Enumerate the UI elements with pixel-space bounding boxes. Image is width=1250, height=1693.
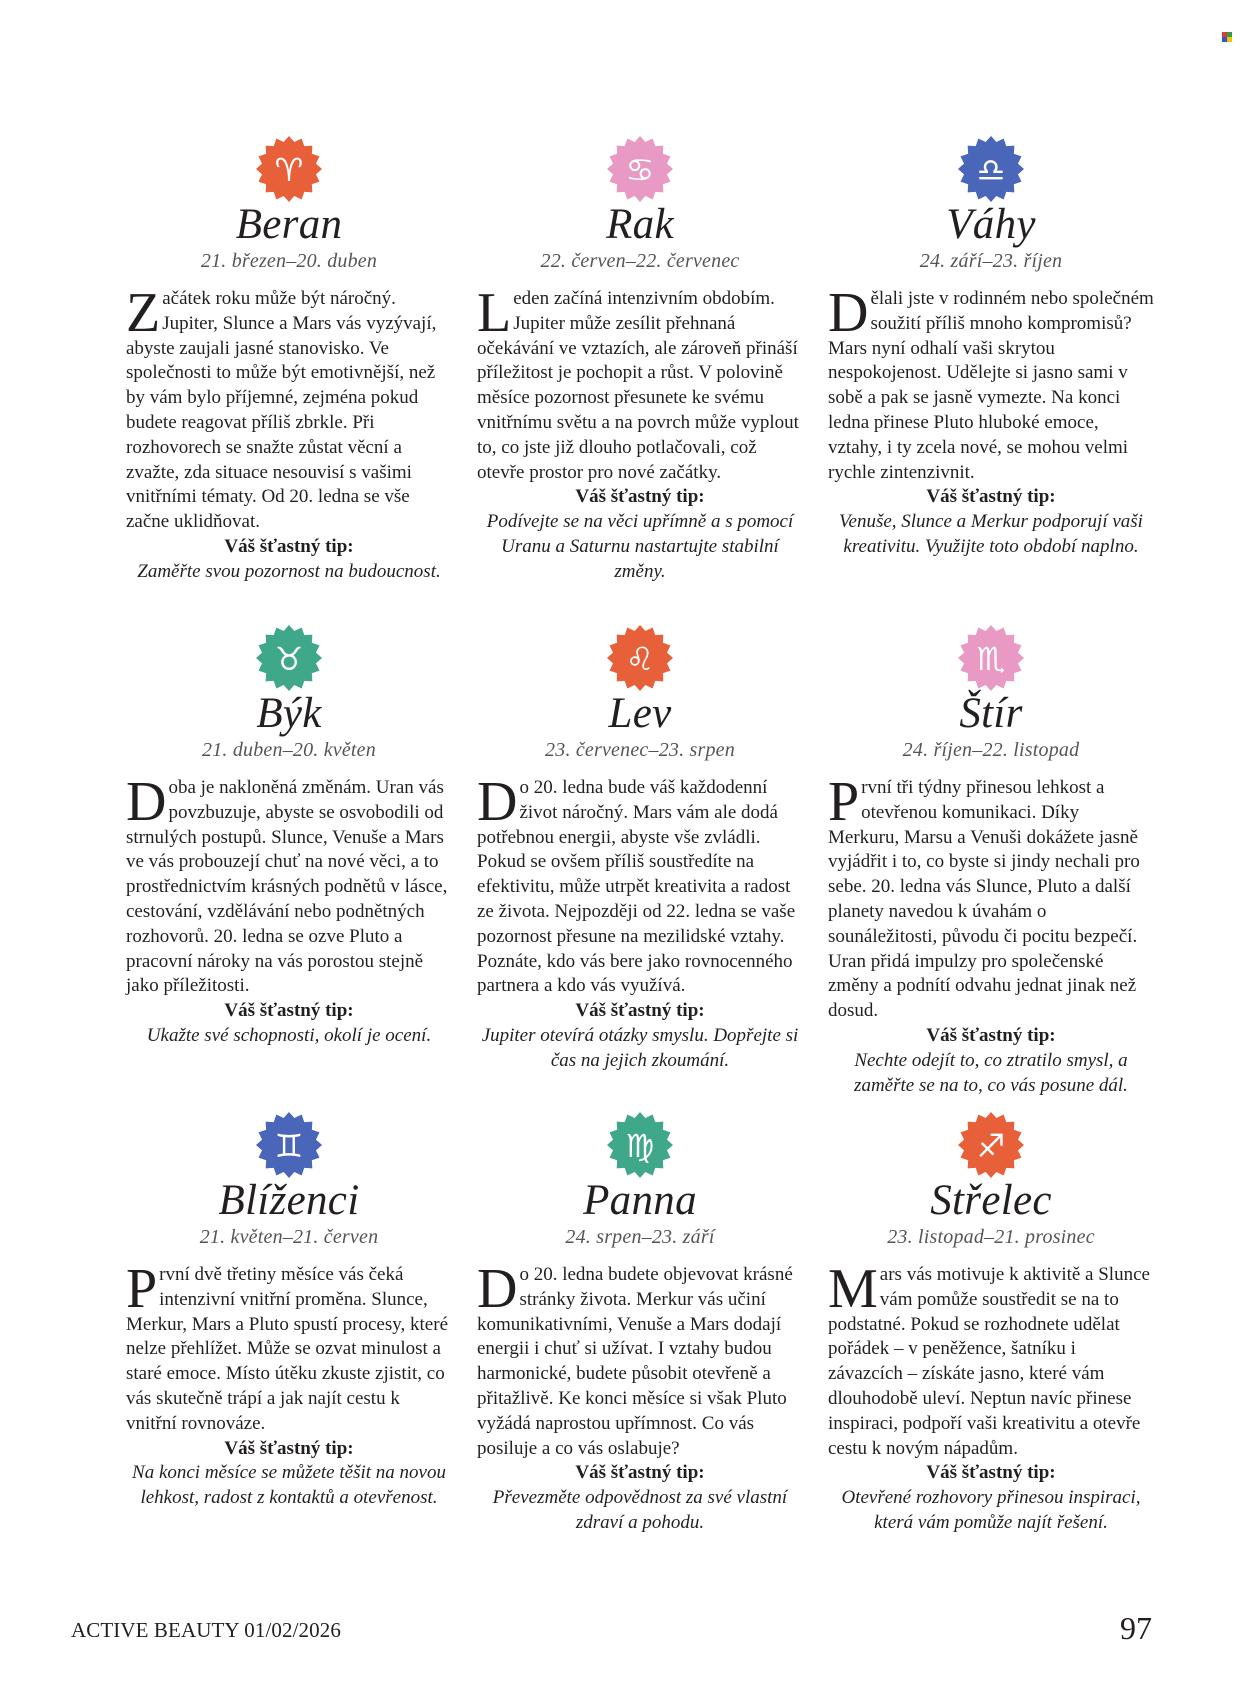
sign-name: Blíženci (218, 1177, 360, 1224)
lucky-tip-label: Váš šťastný tip: (224, 1000, 354, 1022)
drop-cap: D (477, 1258, 518, 1320)
sign-name: Rak (606, 201, 674, 248)
sign-dates: 21. duben–20. květen (202, 739, 376, 761)
lucky-tip: Otevřené rozhovory přinesou inspiraci, která vám pomůže najít řešení. (841, 1487, 1141, 1533)
drop-cap: Z (126, 282, 161, 344)
sagittarius-icon: ♐ (976, 1127, 1006, 1165)
page-number: 97 (1120, 1610, 1152, 1646)
sign-dates: 21. květen–21. červen (199, 1226, 379, 1248)
sign-block-7 (475, 1112, 805, 1536)
sign-dates: 23. červenec–23. srpen (545, 739, 735, 761)
taurus-icon: ♉ (274, 640, 304, 678)
zodiac-badge (256, 1112, 322, 1178)
lucky-tip: Podívejte se na věci upřímně a s pomocí Uranu a Saturnu nastartujte stabilní změny. (486, 511, 794, 582)
corner-color-mark (1222, 32, 1232, 42)
horoscope-text (826, 771, 1156, 1024)
sign-dates: 23. listopad–21. prosinec (887, 1226, 1095, 1248)
drop-cap: D (126, 771, 167, 833)
lucky-tip-label: Váš šťastný tip: (224, 535, 354, 557)
sign-dates: 22. červen–22. červenec (540, 250, 740, 272)
zodiac-badge (256, 625, 322, 691)
horoscope-text (124, 282, 454, 535)
lucky-tip-label: Váš šťastný tip: (575, 1462, 705, 1484)
lucky-tip: Ukažte své schopnosti, okolí je ocení. (146, 1024, 432, 1046)
aries-icon: ♈ (274, 151, 304, 189)
lucky-tip-label: Váš šťastný tip: (224, 1437, 354, 1459)
lucky-tip-label: Váš šťastný tip: (926, 1462, 1056, 1484)
horoscope-text (124, 1258, 454, 1437)
horoscope-body: o 20. ledna bude váš každodenní život náročný. Mars vám ale dodá potřebnou energii, abyste vše zvládli. Pokud se ovšem příliš soustředíte na efektivitu, může utrpět kreativita a radost ze života. Nejpozději od 22. ledna se vaše pozornost přesune na mezilidské vztahy. Poznáte, kdo vás bere jako rovnocenného partnera a kdo vás využívá. (477, 777, 796, 997)
lucky-tip: Jupiter otevírá otázky smyslu. Dopřejte si čas na jejich zkoumání. (481, 1024, 799, 1071)
lucky-tip: Na konci měsíce se můžete těšit na novou lehkost, radost z kontaktů a otevřenost. (132, 1462, 446, 1509)
lucky-tip: Převezměte odpovědnost za své vlastní zdraví a pohodu. (492, 1487, 788, 1533)
sign-dates: 24. říjen–22. listopad (902, 739, 1080, 761)
scorpio-icon: ♏ (976, 640, 1006, 678)
sign-name: Býk (256, 690, 322, 737)
sign-name: Beran (235, 201, 343, 248)
sign-block-0 (124, 136, 454, 585)
zodiac-badge (607, 1112, 673, 1178)
horoscope-text (475, 1258, 805, 1461)
sign-block-6 (124, 1112, 454, 1511)
sign-block-2 (826, 136, 1156, 560)
lucky-tip-label: Váš šťastný tip: (926, 486, 1056, 508)
zodiac-badge (958, 136, 1024, 202)
zodiac-badge (607, 136, 673, 202)
drop-cap: P (828, 771, 860, 833)
gemini-icon: ♊ (274, 1127, 304, 1165)
horoscope-body: o 20. ledna budete objevovat krásné stránky života. Merkur vás učiní komunikativními, Venuše a Mars dodají energii i chuť si užívat. I vztahy budou harmonické, budete působit otevřeně a přitažlivě. Ke konci měsíce si však Pluto vyžádá naprostou upřímnost. Co vás posiluje a co vás oslabuje? (477, 1264, 793, 1459)
sign-dates: 21. březen–20. duben (200, 250, 378, 272)
zodiac-badge (958, 1112, 1024, 1178)
drop-cap: L (477, 282, 512, 344)
horoscope-text (475, 771, 805, 999)
drop-cap: D (828, 282, 869, 344)
sign-name: Štír (959, 690, 1023, 737)
sign-block-1 (475, 136, 805, 585)
virgo-icon: ♍ (625, 1127, 655, 1165)
horoscope-body: eden začíná intenzivním obdobím. Jupiter může zesílit přehnaná očekávání ve vztazích, ale zároveň přináší příležitost je pochopit a růst. V polovině měsíce pozornost přesunete ke svému vnitřnímu světu a na povrch může vyplout to, co jste již dlouho potlačovali, což otevře prostor pro nové začátky. (477, 288, 799, 483)
horoscope-text (826, 282, 1156, 485)
sign-block-8 (826, 1112, 1156, 1536)
lucky-tip: Venuše, Slunce a Merkur podporují vaši kreativitu. Využijte toto období naplno. (839, 511, 1143, 557)
zodiac-badge (256, 136, 322, 202)
zodiac-badge (607, 625, 673, 691)
zodiac-badge (958, 625, 1024, 691)
sign-name: Lev (608, 690, 672, 737)
magazine-issue: ACTIVE BEAUTY 01/02/2026 (71, 1618, 341, 1642)
horoscope-body: ělali jste v rodinném nebo společném soužití příliš mnoho kompromisů? Mars nyní odhalí vaši skrytou nespokojenost. Udělejte si jasno sami v sobě a pak se jasně vymezte. Na konci ledna přinese Pluto hluboké emoce, vztahy, i ty zcela nové, se mohou velmi rychle zintenzivnit. (828, 288, 1154, 483)
cancer-icon: ♋ (625, 151, 655, 189)
drop-cap: M (828, 1258, 878, 1320)
horoscope-body: ars vás motivuje k aktivitě a Slunce vám pomůže soustředit se na to podstatné. Pokud se rozhodnete udělat pořádek – v peněžence, šatníku i závazcích – získáte jasno, které vám dlouhodobě uleví. Neptun navíc přinese inspiraci, podpoří vaši kreativitu a otevře cestu k novým nápadům. (828, 1264, 1150, 1459)
horoscope-body: ačátek roku může být náročný. Jupiter, Slunce a Mars vás vyzývají, abyste zaujali jasné stanovisko. Ve společnosti to může být emotivnější, než by vám bylo příjemné, zejména pokud budete reagovat příliš zbrkle. Při rozhovorech se snažte zůstat věcní a zvažte, zda situace nesouvisí s vašimi vnitřními tématy. Od 20. ledna se vše začne uklidňovat. (126, 288, 437, 533)
horoscope-text (826, 1258, 1156, 1461)
drop-cap: D (477, 771, 518, 833)
lucky-tip: Nechte odejít to, co ztratilo smysl, a zaměřte se na to, co vás posune dál. (854, 1049, 1128, 1096)
sign-name: Panna (583, 1177, 697, 1224)
sign-name: Váhy (946, 201, 1036, 248)
drop-cap: P (126, 1258, 158, 1320)
lucky-tip-label: Váš šťastný tip: (926, 1024, 1056, 1046)
horoscope-body: rvní tři týdny přinesou lehkost a otevřenou komunikaci. Díky Merkuru, Marsu a Venuši dokážete jasně vyjádřit i to, co byste si jindy nechali pro sebe. 20. ledna vás Slunce, Pluto a další planety navedou k úvahám o sounáležitosti, původu či pocitu bezpečí. Uran přidá impulzy pro společenské změny a podnítí odvahu jednat jinak než dosud. (828, 777, 1140, 1022)
sign-block-3 (124, 625, 454, 1049)
lucky-tip-label: Váš šťastný tip: (575, 1000, 705, 1022)
sign-block-5 (826, 625, 1156, 1098)
horoscope-body: rvní dvě třetiny měsíce vás čeká intenzivní vnitřní proměna. Slunce, Merkur, Mars a Pluto spustí procesy, které nelze přehlížet. Může se ozvat minulost a staré emoce. Místo útěku zkuste zjistit, co vás skutečně trápí a jak najít cestu k vnitřní rovnováze. (126, 1264, 448, 1434)
horoscope-body: oba je nakloněná změnám. Uran vás povzbuzuje, abyste se osvobodili od strnulých postupů. Slunce, Venuše a Mars ve vás probouzejí chuť na nové věci, a to prostřednictvím krásných podnětů v lásce, cestování, vzdělávání nebo podnětných rozhovorů. 20. ledna se ozve Pluto a pracovní nároky na vás porostou stejně jako příležitosti. (126, 777, 448, 997)
lucky-tip: Zaměřte svou pozornost na budoucnost. (137, 560, 441, 582)
libra-icon: ♎ (976, 151, 1006, 189)
horoscope-text (124, 771, 454, 999)
sign-dates: 24. srpen–23. září (565, 1226, 715, 1248)
leo-icon: ♌ (625, 640, 655, 678)
horoscope-text (475, 282, 805, 485)
lucky-tip-label: Váš šťastný tip: (575, 486, 705, 508)
sign-block-4 (475, 625, 805, 1074)
sign-name: Střelec (930, 1177, 1052, 1224)
sign-dates: 24. září–23. říjen (919, 250, 1063, 272)
